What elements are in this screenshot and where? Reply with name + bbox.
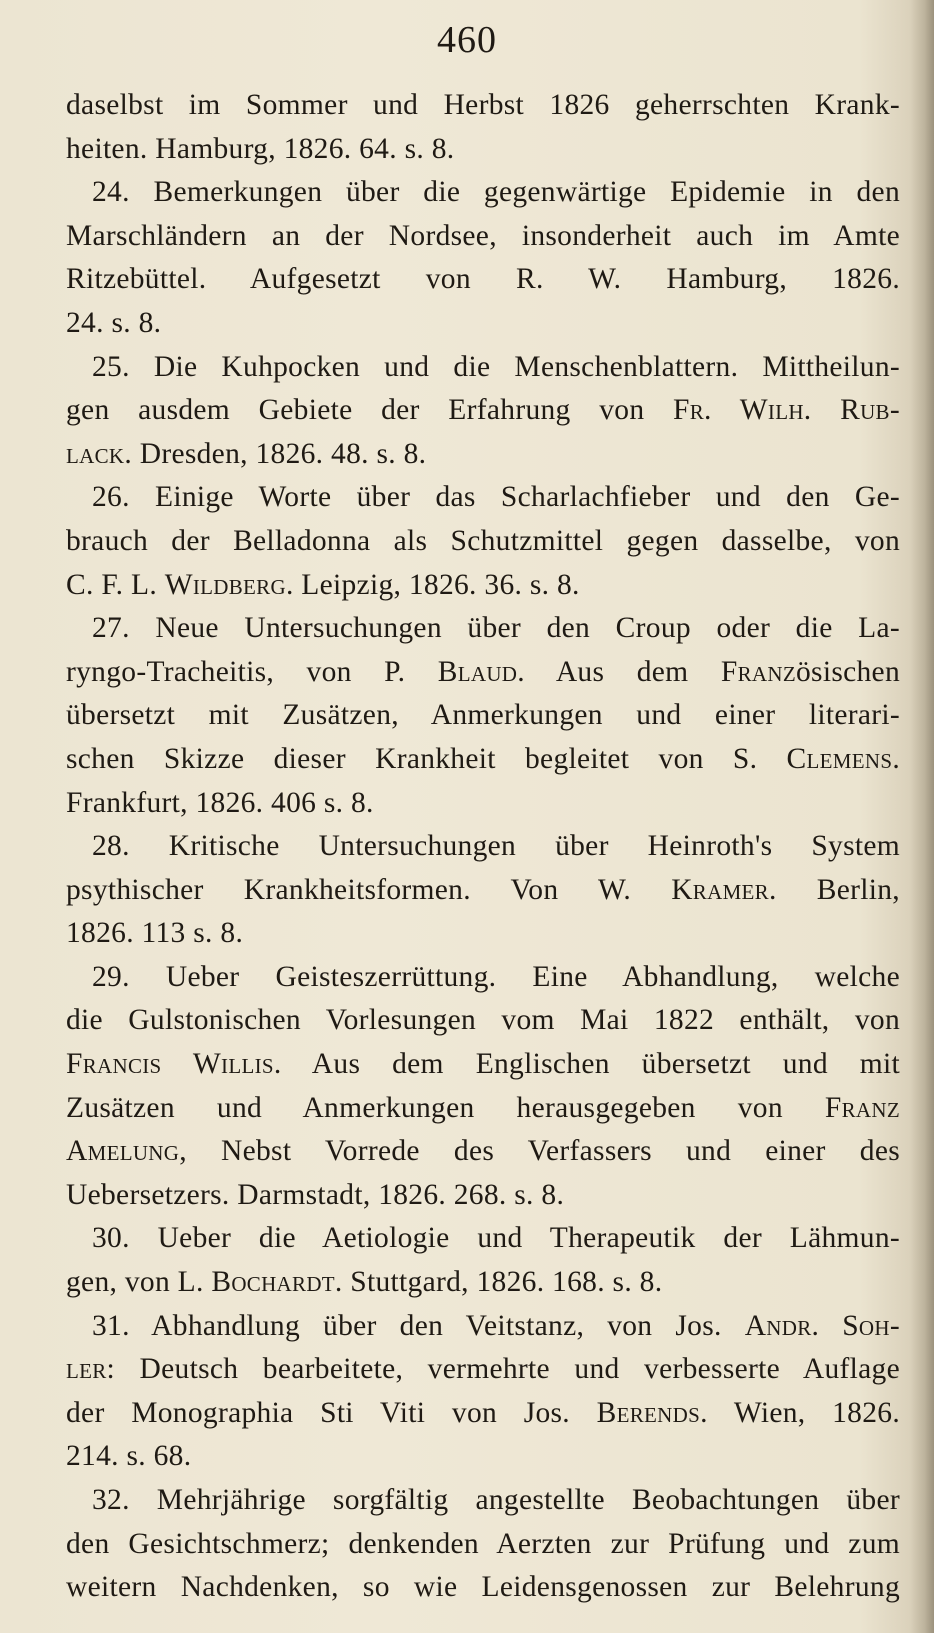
text-line: daselbst im Sommer und Herbst 1826 geherrschten Krank- [66,89,900,121]
text-line: 28. Kritische Untersuchungen über Heinroth's System [92,830,900,863]
text-line: den Gesichtschmerz; denkenden Aerzten zur Prüfung und zum [66,1527,900,1560]
text-line: gen ausdem Gebiete der Erfahrung von Fr. Wilh. Rub- [66,394,900,427]
text-line: der Monographia Sti Viti von Jos. Berends. Wien, 1826. [66,1396,900,1429]
text-line: Frankfurt, 1826. 406 s. 8. [66,786,374,819]
text-line: 27. Neue Untersuchungen über den Croup oder die La- [92,612,900,645]
text-line: 1826. 113 s. 8. [66,917,244,950]
text-line: ryngo-Tracheitis, von P. Blaud. Aus dem Französischen [66,655,900,688]
text-line: Amelung, Nebst Vorrede des Verfassers und einer des [66,1135,900,1168]
text-line: psythischer Krankheitsformen. Von W. Kramer. Berlin, [66,873,900,906]
text-line: ler: Deutsch bearbeitete, vermehrte und verbesserte Auflage [66,1353,900,1386]
text-line: 214. s. 68. [66,1440,192,1473]
text-line: Francis Willis. Aus dem Englischen übersetzt und mit [66,1048,900,1081]
text-line: 30. Ueber die Aetiologie und Therapeutik der Lähmun- [92,1222,900,1255]
text-line: Marschländern an der Nordsee, insonderheit auch im Amte [66,219,900,252]
text-line: C. F. L. Wildberg. Leipzig, 1826. 36. s. 8. [66,568,580,601]
text-line: gen, von L. Bochardt. Stuttgard, 1826. 168. s. 8. [66,1266,663,1299]
text-line: Ritzebüttel. Aufgesetzt von R. W. Hamburg, 1826. [66,263,900,296]
text-line: 32. Mehrjährige sorgfältig angestellte Beobachtungen über [92,1484,900,1516]
text-line: die Gulstonischen Vorlesungen vom Mai 1822 enthält, von [66,1004,900,1037]
text-line: 24. Bemerkungen über die gegenwärtige Epidemie in den [92,176,900,209]
text-line: 25. Die Kuhpocken und die Menschenblattern. Mittheilun- [92,350,900,383]
text-line: lack. Dresden, 1826. 48. s. 8. [66,437,427,470]
text-line: Zusätzen und Anmerkungen herausgegeben von Franz [66,1091,900,1124]
text-line: brauch der Belladonna als Schutzmittel gegen dasselbe, von [66,524,900,557]
text-line: heiten. Hamburg, 1826. 64. s. 8. [66,132,455,165]
text-line: übersetzt mit Zusätzen, Anmerkungen und einer literari- [66,699,900,732]
bibliography-text [66,84,900,1610]
page-number: 460 [437,19,497,61]
text-line: 24. s. 8. [66,306,162,339]
text-line: schen Skizze dieser Krankheit begleitet von S. Clemens. [66,742,900,775]
text-line: 26. Einige Worte über das Scharlachfieber und den Ge- [92,481,900,514]
text-line: 29. Ueber Geisteszerrüttung. Eine Abhandlung, welche [92,960,900,993]
page-edge-shadow [910,0,934,1633]
text-line: Uebersetzers. Darmstadt, 1826. 268. s. 8. [66,1178,565,1211]
text-line: weitern Nachdenken, so wie Leidensgenossen zur Belehrung [66,1571,900,1604]
text-line: 31. Abhandlung über den Veitstanz, von Jos. Andr. Soh- [92,1309,900,1342]
